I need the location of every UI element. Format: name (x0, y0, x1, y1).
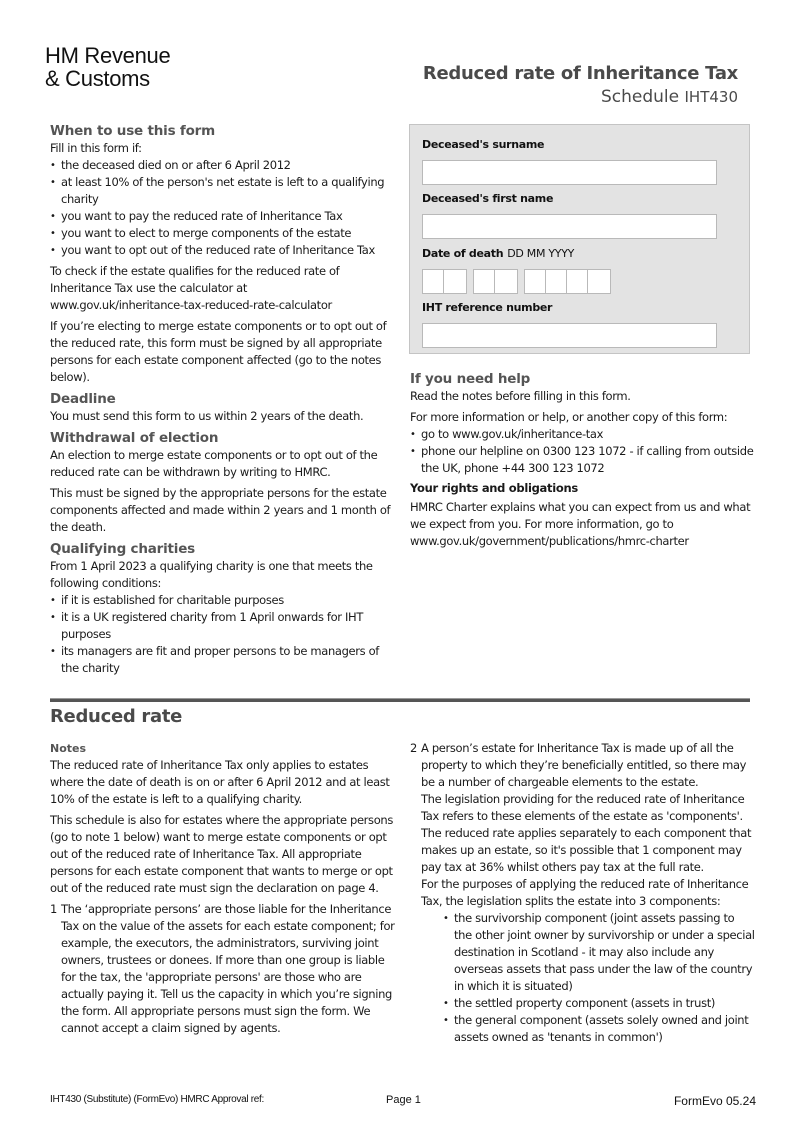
withdrawal-text-2: This must be signed by the appropriate persons for the estate components affected and made within 2 years and 1 month of the death. (50, 486, 391, 534)
signing-paragraph: If you’re electing to merge estate components or to opt out of the reduced rate, this form must be signed by all appropriate persons for each estate component affected (go to the notes below). (50, 319, 387, 384)
note-2-text-d: For the purposes of applying the reduced rate of Inheritance Tax, the legislation splits the estate into 3 components: (421, 877, 749, 908)
firstname-input[interactable] (422, 214, 717, 239)
logo-line-2: & Customs (45, 66, 150, 91)
note-1 (50, 901, 395, 1037)
surname-input[interactable] (422, 160, 717, 185)
help-heading: If you need help (410, 371, 531, 387)
note-2-text-a: A person’s estate for Inheritance Tax is made up of all the property to which they’re beneficially entitled, so there may be a number of chargeable elements to the estate. (421, 741, 747, 789)
note-2-text-b: The legislation providing for the reduced rate of Inheritance Tax refers to these elements of the estate as 'components'. (421, 792, 745, 823)
note-1-number: 1 (50, 902, 58, 916)
when-to-use-intro: Fill in this form if: (50, 141, 142, 155)
list-item: • you want to pay the reduced rate of Inheritance Tax (50, 208, 395, 225)
firstname-label: Deceased's first name (422, 192, 554, 205)
note-2-text-c: The reduced rate applies separately to each component that makes up an estate, so it's possible that 1 component may pay tax at 36% whilst others pay tax at the full rate. (421, 826, 752, 874)
notes-label: Notes (50, 742, 87, 755)
calculator-link[interactable]: www.gov.uk/inheritance-tax-reduced-rate-calculator (50, 298, 332, 312)
qualifying-section (50, 540, 395, 677)
date-of-death-text: Date of death (422, 247, 504, 260)
list-item: • go to www.gov.uk/inheritance-tax (410, 426, 755, 443)
help-text-1: Read the notes before filling in this form. (410, 389, 631, 403)
form-subtitle (423, 86, 738, 108)
help-list (410, 426, 755, 477)
list-item: • the settled property component (assets in trust) (443, 995, 755, 1012)
section-divider (50, 698, 750, 702)
notes-right-column (410, 740, 755, 1046)
when-to-use-heading: When to use this form (50, 123, 215, 139)
calculator-text: To check if the estate qualifies for the reduced rate of Inheritance Tax use the calculator at (50, 264, 340, 295)
form-code: IHT430 (684, 88, 738, 106)
notes-paragraph-1: The reduced rate of Inheritance Tax only applies to estates where the date of death is on or after 6 April 2012 and at least 10% of the estate is left to a qualifying charity. (50, 758, 390, 806)
calculator-paragraph (50, 263, 395, 314)
form-title-block (423, 62, 738, 108)
qualifying-list (50, 592, 395, 677)
withdrawal-text-1: An election to merge estate components or to opt out of the reduced rate can be withdrawn by writing to HMRC. (50, 448, 378, 479)
footer-approval-ref: IHT430 (Substitute) (FormEvo) HMRC Approval ref: (50, 1094, 264, 1105)
dod-year-digit-4[interactable] (587, 269, 611, 294)
help-text-2: For more information or help, or another copy of this form: (410, 410, 728, 424)
when-to-use-list (50, 157, 395, 259)
list-item: • its managers are fit and proper persons to be managers of the charity (50, 643, 395, 677)
rights-text: HMRC Charter explains what you can expect from us and what we expect from you. For more information, go to (410, 500, 751, 531)
iht-reference-input[interactable] (422, 323, 717, 348)
surname-label: Deceased's surname (422, 138, 545, 151)
date-of-death-label (422, 247, 574, 260)
deadline-text: You must send this form to us within 2 years of the death. (50, 409, 364, 423)
list-item: • at least 10% of the person's net estate is left to a qualifying charity (50, 174, 395, 208)
list-item: • phone our helpline on 0300 123 1072 - if calling from outside the UK, phone +44 300 123 1072 (410, 443, 755, 477)
list-item: • the general component (assets solely owned and joint assets owned as 'tenants in common') (443, 1012, 755, 1046)
list-item: • if it is established for charitable purposes (50, 592, 395, 609)
components-list (421, 910, 755, 1046)
deceased-details-form (409, 124, 750, 354)
charter-link[interactable]: www.gov.uk/government/publications/hmrc-charter (410, 534, 689, 548)
note-2-number: 2 (410, 741, 418, 755)
iht-reference-label: IHT reference number (422, 301, 553, 314)
footer-page-number: Page 1 (386, 1094, 421, 1106)
list-item: • the deceased died on or after 6 April 2012 (50, 157, 395, 174)
dod-day-digit-2[interactable] (443, 269, 467, 294)
list-item: • it is a UK registered charity from 1 April onwards for IHT purposes (50, 609, 395, 643)
left-column (50, 122, 395, 681)
note-2 (410, 740, 755, 1046)
rights-heading: Your rights and obligations (410, 481, 578, 495)
deadline-heading: Deadline (50, 391, 116, 407)
note-1-text: The ‘appropriate persons’ are those liable for the Inheritance Tax on the value of the assets for each estate component; for example, the executors, the administrators, surviving joint owners, trustees or donees. If more than one group is liable for the tax, the 'appropriate persons' are those who are actually paying it. Tell us the capacity in which you’re signing the form. All appropriate persons must sign the form. We cannot accept a claim signed by agents. (61, 902, 395, 1035)
withdrawal-heading: Withdrawal of election (50, 430, 219, 446)
qualifying-intro: From 1 April 2023 a qualifying charity is one that meets the following conditions: (50, 559, 373, 590)
list-item: • you want to elect to merge components of the estate (50, 225, 395, 242)
qualifying-heading: Qualifying charities (50, 541, 196, 557)
notes-left-column (50, 740, 395, 1037)
withdrawal-section (50, 429, 395, 536)
dod-month-digit-2[interactable] (494, 269, 518, 294)
help-section (410, 370, 755, 554)
logo-line-1: HM Revenue (45, 43, 171, 68)
reduced-rate-heading: Reduced rate (50, 706, 183, 727)
date-format-hint: DD MM YYYY (507, 247, 575, 260)
list-item: • the survivorship component (joint assets passing to the other joint owner by survivorship or under a special destination in Scotland - it may also include any overseas assets that pass under the law of the country in which it is situated) (443, 910, 755, 995)
deadline-section (50, 390, 395, 425)
schedule-label: Schedule (600, 87, 680, 107)
form-title: Reduced rate of Inheritance Tax (422, 63, 738, 84)
list-item: • you want to opt out of the reduced rate of Inheritance Tax (50, 242, 395, 259)
notes-paragraph-2: This schedule is also for estates where the appropriate persons (go to note 1 below) want to merge estate components or opt out of the reduced rate of Inheritance Tax. All appropriate persons for each estate component that wants to merge or opt out of the reduced rate must sign the declaration on page 4. (50, 813, 393, 895)
hmrc-logo (45, 44, 170, 90)
rights-paragraph (410, 499, 755, 550)
footer-version: FormEvo 05.24 (673, 1094, 756, 1108)
